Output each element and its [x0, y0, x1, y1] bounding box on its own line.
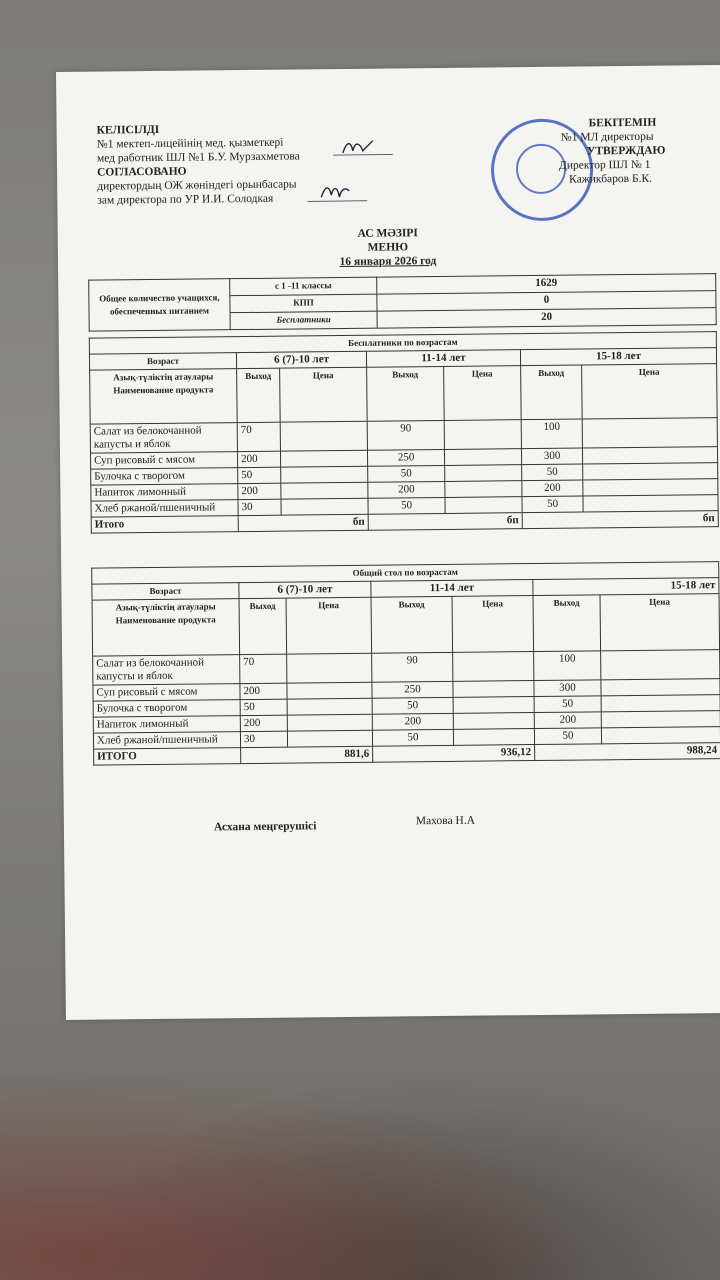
output-header: Выход [533, 595, 601, 652]
price-header: Цена [280, 367, 368, 422]
price-header: Цена [582, 364, 718, 419]
canteen-head-role: Асхана меңгерушісі [213, 820, 317, 834]
output-header: Выход [239, 598, 287, 654]
free-meals-table [89, 331, 719, 534]
agreed-title-ru: СОГЛАСОВАНО [96, 165, 187, 179]
age-label: Возраст [89, 353, 236, 371]
canteen-head-name: Махова Н.А [415, 814, 476, 828]
product-name: Салат из белокочанной капусты и яблок [93, 655, 240, 686]
output-value: 50 [240, 699, 287, 715]
director-name: Кажикбаров Б.К. [569, 172, 653, 186]
director-line-ru: Директор ШЛ № 1 [558, 158, 651, 172]
age-group: 11-14 лет [366, 350, 520, 368]
general-meals-table [91, 561, 720, 766]
output-value: 200 [240, 715, 287, 731]
approve-title-kz: БЕКІТЕМІН [588, 116, 657, 130]
output-value: 50 [238, 467, 281, 483]
output-value: 200 [368, 481, 445, 498]
output-header: Выход [367, 366, 445, 421]
output-value: 200 [238, 483, 281, 499]
output-value: 300 [521, 448, 582, 465]
title-ru: МЕНЮ [367, 241, 409, 254]
output-value: 100 [534, 651, 601, 681]
output-value: 200 [522, 480, 583, 497]
summary-row-name: Бесплатники [230, 311, 377, 330]
product-name: Суп рисовый с мясом [90, 452, 237, 470]
approve-title-ru: УТВЕРЖДАЮ [586, 144, 666, 158]
output-value: 50 [534, 728, 601, 745]
age-label: Возраст [92, 583, 239, 601]
output-value: 70 [240, 654, 287, 683]
output-value: 250 [372, 681, 453, 698]
deputy-line-ru: зам директора по УР И.И. Солодкая [97, 192, 274, 207]
price-header: Цена [286, 597, 372, 654]
output-value: 50 [522, 464, 583, 481]
product-name: Хлеб ржаной/пшеничный [91, 500, 238, 518]
output-header: Выход [237, 368, 281, 422]
total-value: 881,6 [241, 746, 373, 763]
output-header: Выход [371, 596, 453, 653]
product-name: Булочка с творогом [93, 700, 240, 718]
output-value: 200 [237, 451, 280, 467]
output-header: Выход [521, 365, 583, 420]
output-value: 50 [372, 729, 453, 746]
product-name: Хлеб ржаной/пшеничный [93, 732, 240, 750]
summary-row-name: КПП [230, 294, 377, 313]
summary-row-value: 1629 [377, 274, 716, 295]
output-value: 50 [372, 697, 453, 714]
product-name: Суп рисовый с мясом [93, 684, 240, 702]
output-value: 30 [240, 731, 287, 747]
product-header: Азық-түліктің атаулары Наименование продукта [90, 369, 238, 425]
total-value: бп [522, 511, 718, 529]
price-header: Цена [600, 594, 720, 651]
deputy-signature [307, 183, 367, 206]
summary-row-value: 0 [377, 291, 716, 312]
summary-row-name: с 1 -11 классы [230, 277, 377, 296]
agreed-title-kz: КЕЛІСІЛДІ [96, 123, 160, 137]
menu-document [56, 65, 720, 1020]
product-header: Азық-түліктің атаулары Наименование продукта [92, 599, 240, 657]
product-name: Салат из белокочанной капусты и яблок [90, 423, 237, 454]
output-value: 50 [368, 497, 445, 514]
output-value: 50 [368, 465, 445, 482]
summary-row-value: 20 [377, 308, 716, 329]
product-name: Булочка с творогом [91, 468, 238, 486]
age-group: 15-18 лет [520, 348, 716, 366]
output-value: 50 [534, 696, 601, 713]
output-value: 30 [238, 499, 281, 515]
background-shadow [0, 1040, 720, 1280]
product-name: Напиток лимонный [91, 484, 238, 502]
medic-signature [333, 136, 393, 159]
output-value: 200 [534, 712, 601, 729]
output-value: 50 [522, 496, 583, 513]
medic-line-ru: мед работник ШЛ №1 Б.У. Мурзахметова [96, 150, 300, 165]
output-value: 300 [534, 680, 601, 697]
age-group: 6 (7)-10 лет [239, 581, 371, 598]
free-table-title: Бесплатники по возрастам [89, 332, 716, 355]
summary-table [88, 273, 717, 332]
menu-date: 16 января 2026 год [339, 255, 437, 269]
output-value: 90 [367, 420, 444, 450]
director-line-kz: №1 МЛ директоры [560, 130, 654, 144]
output-value: 200 [240, 683, 287, 699]
total-label: ИТОГО [94, 748, 241, 766]
title-kz: АС МӘЗІРІ [357, 227, 418, 240]
output-value: 200 [372, 713, 453, 730]
medic-line-kz: №1 мектеп-лицейінің мед. қызметкері [96, 136, 284, 151]
total-label: Итого [91, 516, 238, 534]
summary-label: Общее количество учащихся, обеспеченных питанием [89, 279, 231, 331]
output-value: 100 [521, 419, 582, 449]
general-table-title: Общий стол по возрастам [92, 562, 719, 585]
total-value: бп [368, 513, 522, 531]
output-value: 90 [372, 652, 453, 682]
age-group: 6 (7)-10 лет [236, 351, 366, 368]
total-value: 936,12 [373, 745, 535, 763]
deputy-line-kz: директордың ОЖ жөніндегі орынбасары [97, 178, 297, 193]
product-name: Напиток лимонный [93, 716, 240, 734]
age-group: 15-18 лет [533, 578, 719, 596]
output-value: 250 [367, 449, 444, 466]
price-header: Цена [444, 366, 522, 421]
total-value: бп [238, 514, 368, 531]
total-value: 988,24 [535, 743, 720, 761]
price-header: Цена [452, 596, 534, 653]
age-group: 11-14 лет [371, 580, 533, 598]
output-value: 70 [237, 422, 280, 451]
